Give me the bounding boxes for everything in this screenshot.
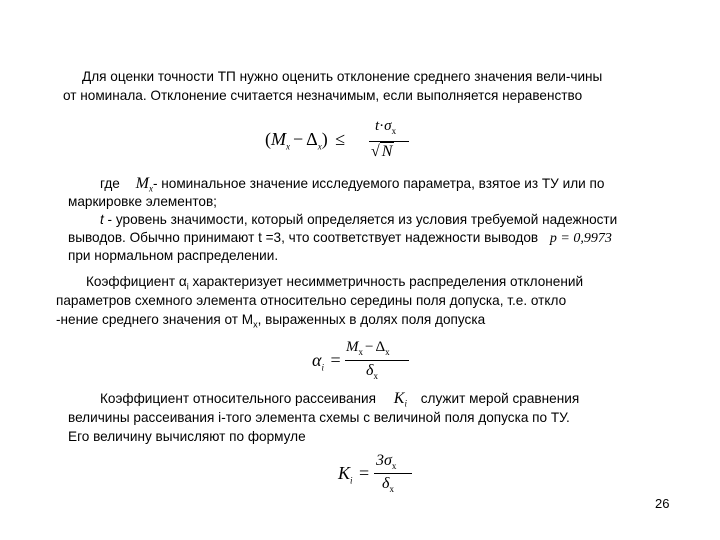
formula1-N: N — [381, 143, 393, 160]
p-expression: p = 0,9973 — [549, 231, 612, 246]
formula3-eq: = — [359, 463, 370, 483]
paragraph-3-line-3-a: -нение среднего значения от M — [56, 312, 254, 327]
formula2-den-delta-sub: x — [373, 371, 378, 382]
nominal-M-symbol: M — [135, 175, 149, 192]
formula2-fraction-bar — [345, 360, 409, 361]
paragraph-4-K-symbol: K — [393, 390, 405, 407]
formula1-dot: · — [379, 118, 385, 134]
where-word: где — [100, 176, 120, 191]
paragraph-3-line-1-rest: характеризует несимметричность распределения отклонений — [188, 274, 584, 289]
paragraph-2-line-2: маркировке элементов; — [68, 194, 217, 209]
formula3-numerator — [376, 452, 396, 471]
formula2-alpha-sub: i — [321, 362, 324, 373]
paragraph-1-line-1: Для оценки точности ТП нужно оценить отклонение среднего значения вели-чины — [82, 69, 603, 84]
formula2-alpha: α — [312, 350, 322, 370]
formula1-denominator — [371, 143, 394, 161]
formula1-sigma-sub: x — [391, 126, 397, 136]
paragraph-4-line-1-b: служит мерой сравнения — [420, 391, 580, 406]
formula1-close-paren: ) — [321, 129, 328, 149]
formula1-numerator — [375, 118, 396, 136]
formula3-fraction-bar — [374, 473, 412, 474]
formula3-K-sub: i — [350, 475, 353, 486]
formula2-delta: Δ — [375, 339, 386, 355]
paragraph-1-line-2: от номинала. Отклонение считается незначимым, если выполняется неравенство — [63, 88, 583, 103]
formula1-M-sub: x — [286, 141, 290, 152]
paragraph-3-alpha-text: Коэффициент α — [86, 274, 187, 289]
formula3-den-sub: x — [389, 484, 394, 495]
formula3-den: δ — [382, 475, 390, 492]
paragraph-4-line-1-a: Коэффициент относительного рассеивания — [100, 391, 376, 406]
formula1-le: ≤ — [335, 129, 346, 149]
formula1-sqrt: √ — [371, 143, 380, 160]
paragraph-2-line-1-rest: - номинальное значение исследуемого параметра, взятое из ТУ или по — [152, 176, 605, 191]
formula1-M: M — [271, 129, 286, 149]
formula2-M: M — [346, 339, 359, 355]
formula2-denominator — [366, 362, 378, 381]
alpha-formula — [312, 337, 422, 387]
formula2-numerator — [346, 339, 390, 357]
nominal-M-sub: x — [148, 183, 153, 194]
formula1-open-paren: ( — [265, 129, 271, 149]
formula1-t: t — [375, 118, 380, 134]
formula3-denominator — [382, 475, 394, 494]
paragraph-3-line-3 — [56, 311, 485, 334]
formula2-minus: − — [365, 339, 374, 355]
formula1-delta: Δ — [306, 129, 318, 149]
formula2-eq: = — [330, 350, 341, 370]
formula3-num: 3σ — [376, 452, 392, 469]
paragraph-3-line-3-sub: x — [253, 319, 258, 330]
t-symbol: t — [100, 212, 104, 227]
paragraph-3-alpha-sub: i — [186, 281, 189, 292]
formula3-num-sub: x — [391, 461, 397, 472]
paragraph-4-K-sub: i — [404, 398, 407, 409]
paragraph-2-line-3 — [100, 211, 617, 229]
formula2-delta-sub: x — [385, 347, 390, 357]
formula2-M-sub: x — [358, 347, 363, 357]
formula1-minus: − — [293, 129, 304, 149]
paragraph-2-line-4 — [68, 229, 612, 248]
paragraph-3-line-3-b: , выраженных в долях поля допуска — [257, 312, 486, 327]
K-formula — [338, 450, 428, 500]
paragraph-4-line-2: величины рассеивания i-того элемента схемы с величиной поля допуска по ТУ. — [68, 410, 570, 425]
paragraph-2-line-3-rest: - уровень значимости, который определяется из условия требуемой надежности — [103, 212, 618, 227]
paragraph-2-line-4-text: выводов. Обычно принимают t =3, что соответствует надежности выводов — [68, 230, 539, 245]
paragraph-2-line-5: при нормальном распределении. — [68, 248, 279, 263]
formula3-K: K — [338, 463, 351, 483]
page-number: 26 — [655, 496, 670, 511]
paragraph-4-line-3: Его величину вычисляют по формуле — [68, 429, 306, 444]
paragraph-3-line-2: параметров схемного элемента относительно середины поля допуска, т.е. откло — [56, 293, 567, 308]
inequality-formula — [265, 118, 415, 168]
formula1-delta-sub: x — [317, 141, 322, 152]
formula1-sigma: σ — [384, 118, 392, 134]
formula2-den-delta: δ — [366, 362, 374, 379]
